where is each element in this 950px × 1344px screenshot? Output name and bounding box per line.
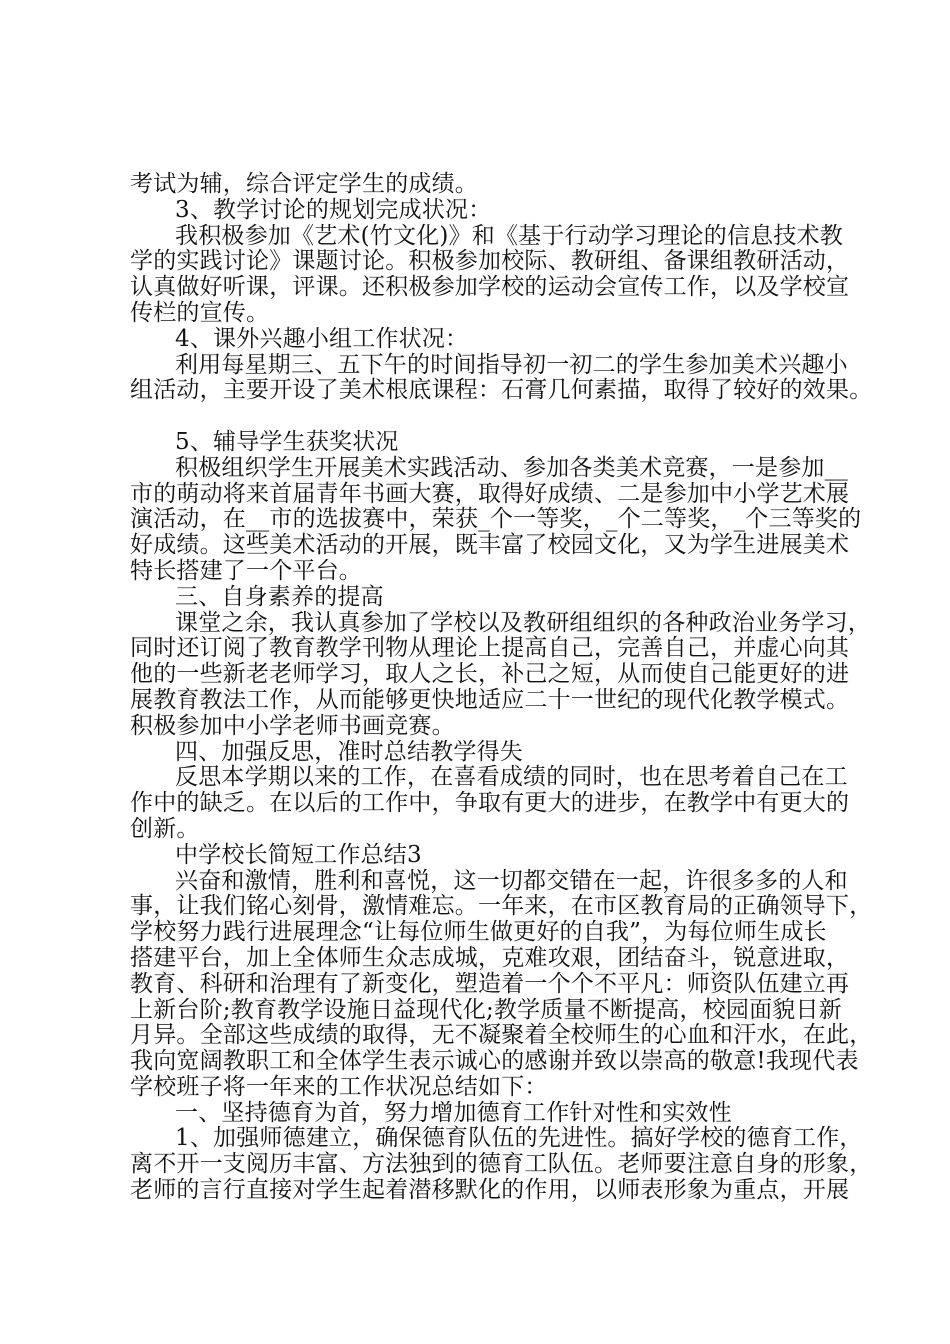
text-line: 中学校长简短工作总结3 <box>175 841 422 868</box>
text-line: 事，让我们铭心刻骨，激情难忘。一年来，在市区教育局的正确领导下， <box>130 893 873 920</box>
text-line: 好成绩。这些美术活动的开展，既丰富了校园文化，又为学生进展美术 <box>130 532 850 559</box>
text-line: 积极参加中小学老师书画竞赛。 <box>130 712 455 739</box>
text-line: 老师的言行直接对学生起着潜移默化的作用，以师表形象为重点，开展 <box>130 1177 850 1204</box>
text-line: 我向宽阔教职工和全体学生表示诚心的感谢并致以崇高的敬意!我现代表 <box>130 1048 859 1075</box>
text-line: 搭建平台，加上全体师生众志成城，克难攻艰，团结奋斗，锐意进取， <box>130 944 850 971</box>
text-line: 积极组织学生开展美术实践活动、参加各类美术竞赛，一是参加__ <box>175 454 848 481</box>
text-line: 三、自身素养的提高 <box>175 583 384 610</box>
text-line: 展教育教法工作，从而能够更快地适应二十一世纪的现代化教学模式。 <box>130 686 850 713</box>
text-line: 一、坚持德育为首，努力增加德育工作针对性和实效性 <box>175 1099 732 1126</box>
document-body <box>130 171 873 1204</box>
text-line: 兴奋和激情，胜利和喜悦，这一切都交错在一起，许很多多的人和 <box>175 867 848 894</box>
text-line: 四、加强反思，准时总结教学得失 <box>175 738 523 765</box>
text-line: 我积极参加《艺术(竹文化)》和《基于行动学习理论的信息技术教 <box>175 222 843 249</box>
text-line: 组活动，主要开设了美术根底课程：石膏几何素描，取得了较好的效果。 <box>130 377 873 404</box>
text-line: 利用每星期三、五下午的时间指导初一初二的学生参加美术兴趣小 <box>175 351 848 378</box>
text-line: 作中的缺乏。在以后的工作中，争取有更大的进步，在教学中有更大的 <box>130 790 850 817</box>
text-line: 月异。全部这些成绩的取得，无不凝聚着全校师生的心血和汗水，在此， <box>130 1022 873 1049</box>
text-line: 特长搭建了一个平台。 <box>130 557 362 584</box>
text-line: 离不开一支阅历丰富、方法独到的德育工队伍。老师要注意自身的形象， <box>130 1151 873 1178</box>
text-line: 3、教学讨论的规划完成状况： <box>175 196 492 223</box>
text-line: 课堂之余，我认真参加了学校以及教研组组织的各种政治业务学习， <box>175 609 871 636</box>
text-line: 学校班子将一年来的工作状况总结如下： <box>130 1073 548 1100</box>
text-line: 上新台阶;教育教学设施日益现代化;教学质量不断提高，校园面貌日新 <box>130 996 842 1023</box>
text-line: 传栏的宣传。 <box>130 299 270 326</box>
text-line: 演活动，在__市的选拔赛中，荣获_个一等奖，_个二等奖，_个三等奖的 <box>130 506 862 533</box>
text-line: 5、辅导学生获奖状况 <box>175 428 399 455</box>
text-line: 4、课外兴趣小组工作状况： <box>175 325 469 352</box>
text-line: 学校努力践行进展理念“让每位师生做更好的自我”，为每位师生成长 <box>130 919 827 946</box>
text-line: 市的萌动将来首届青年书画大赛，取得好成绩、二是参加中小学艺术展 <box>130 480 850 507</box>
text-line: 认真做好听课，评课。还积极参加学校的运动会宣传工作，以及学校宣 <box>130 274 850 301</box>
text-line: 反思本学期以来的工作，在喜看成绩的同时，也在思考着自己在工 <box>175 764 848 791</box>
text-line: 创新。 <box>130 815 200 842</box>
text-line: 他的一些新老老师学习，取人之长，补己之短，从而使自己能更好的进 <box>130 661 850 688</box>
blank-line <box>130 404 840 430</box>
text-line: 考试为辅，综合评定学生的成绩。 <box>130 171 478 197</box>
text-line: 同时还订阅了教育教学刊物从理论上提高自己，完善自己，并虚心向其 <box>130 635 850 662</box>
text-line: 学的实践讨论》课题讨论。积极参加校际、教研组、备课组教研活动， <box>130 248 850 275</box>
text-line: 教育、科研和治理有了新变化，塑造着一个个不平凡：师资队伍建立再 <box>130 970 850 997</box>
text-line: 1、加强师德建立，确保德育队伍的先进性。搞好学校的德育工作， <box>175 1125 863 1152</box>
